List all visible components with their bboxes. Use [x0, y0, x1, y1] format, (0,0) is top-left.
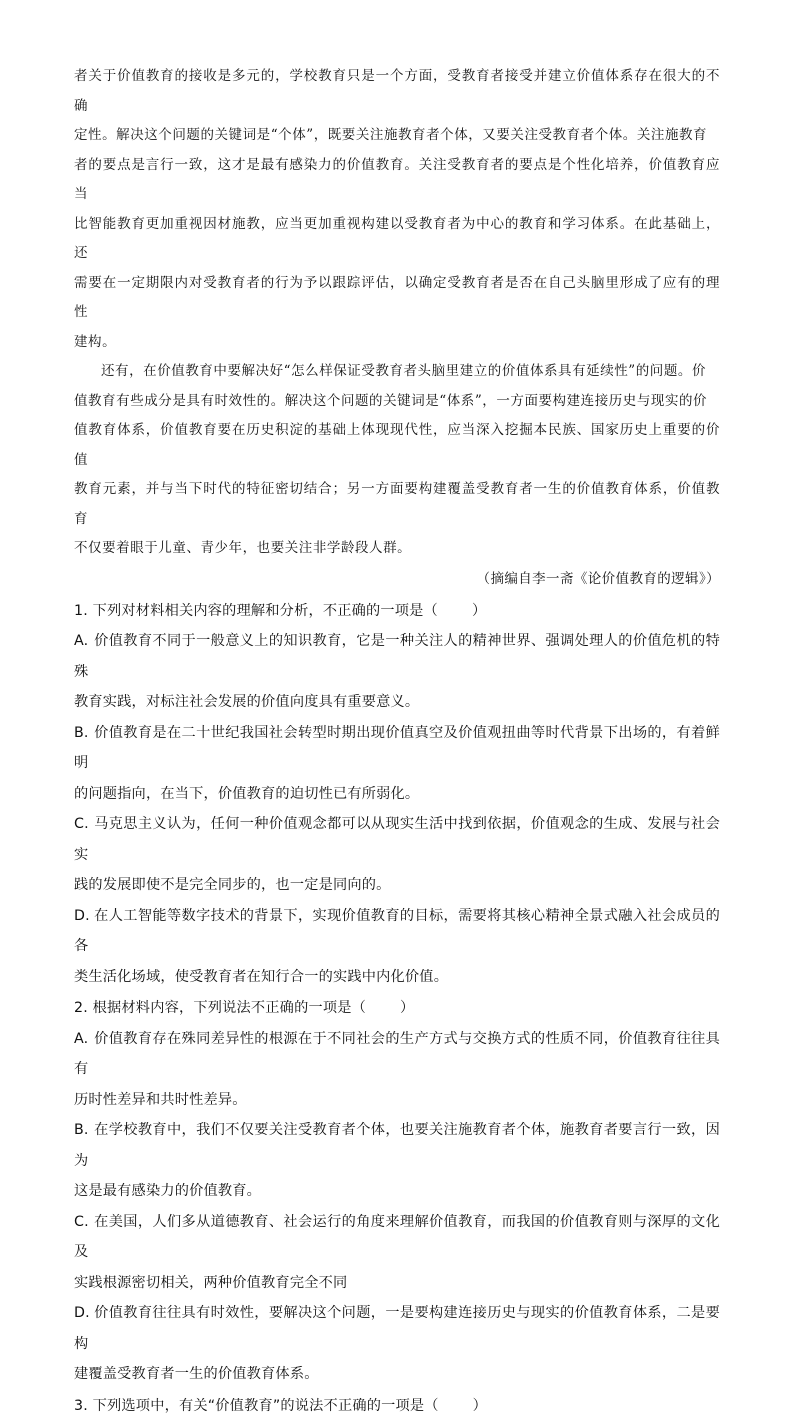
option-letter: B.: [74, 718, 94, 749]
option-text: 在学校教育中，我们不仅要关注受教育者个体，也要关注施教育者个体，施教育者要言行一致，因为: [74, 1122, 720, 1169]
option-c: [74, 1207, 720, 1299]
option-letter: B.: [74, 1115, 94, 1146]
passage-line: 值教育体系，价值教育要在历史积淀的基础上体现现代性，应当深入挖掘本民族、国家历史上重要的价值: [74, 416, 720, 475]
question-stem: [74, 1391, 720, 1421]
passage-line: 还有，在价值教育中要解决好“怎么样保证受教育者头脑里建立的价值体系具有延续性”的问题。价: [74, 357, 720, 387]
passage-source: （摘编自李一斋《论价值教育的逻辑》）: [74, 564, 720, 594]
question-stem-end: ）: [473, 1398, 487, 1414]
option-text: 价值教育是在二十世纪我国社会转型时期出现价值真空及价值观扭曲等时代背景下出场的，有着鲜明: [74, 725, 720, 772]
option-letter: C.: [74, 809, 94, 840]
passage-line: 建构。: [74, 328, 720, 358]
option-line: [74, 626, 720, 687]
question-stem-text: 2. 根据材料内容，下列说法不正确的一项是（: [74, 1000, 366, 1016]
passage-paragraph-1: [74, 62, 720, 357]
option-d: [74, 901, 720, 993]
option-d: [74, 1298, 720, 1390]
passage-line: 值教育有些成分是具有时效性的。解决这个问题的关键词是“体系”，一方面要构建连接历史与现实的价: [74, 387, 720, 417]
question-stem: [74, 993, 720, 1024]
option-letter: D.: [74, 1298, 94, 1329]
option-a: [74, 1024, 720, 1116]
option-b: [74, 1115, 720, 1207]
option-letter: A.: [74, 626, 94, 657]
option-letter: D.: [74, 901, 94, 932]
option-line: 实践根源密切相关，两种价值教育完全不同: [74, 1268, 720, 1299]
passage-line: 者关于价值教育的接收是多元的，学校教育只是一个方面，受教育者接受并建立价值体系存在很大的不确: [74, 62, 720, 121]
option-line: [74, 718, 720, 779]
passage-line: 教育元素，并与当下时代的特征密切结合；另一方面要构建覆盖受教育者一生的价值教育体系，价值教育: [74, 475, 720, 534]
passage-line: 比智能教育更加重视因材施教，应当更加重视构建以受教育者为中心的教育和学习体系。在此基础上，还: [74, 210, 720, 269]
option-line: 的问题指向，在当下，价值教育的迫切性已有所弱化。: [74, 779, 720, 810]
passage-line: 不仅要着眼于儿童、青少年，也要关注非学龄段人群。: [74, 534, 720, 564]
question-1: [74, 596, 720, 993]
passage-line: 需要在一定期限内对受教育者的行为予以跟踪评估，以确定受教育者是否在自己头脑里形成了应有的理性: [74, 269, 720, 328]
option-line: [74, 1298, 720, 1359]
reading-passage: [74, 62, 720, 594]
passage-line: 者的要点是言行一致，这才是最有感染力的价值教育。关注受教育者的要点是个性化培养，价值教育应当: [74, 151, 720, 210]
option-line: 教育实践，对标注社会发展的价值向度具有重要意义。: [74, 687, 720, 718]
option-text: 价值教育存在殊同差异性的根源在于不同社会的生产方式与交换方式的性质不同，价值教育往往具有: [74, 1031, 720, 1078]
question-stem-text: 1. 下列对材料相关内容的理解和分析，不正确的一项是（: [74, 603, 438, 619]
option-line: 类生活化场域，使受教育者在知行合一的实践中内化价值。: [74, 962, 720, 993]
option-letter: C.: [74, 1207, 94, 1238]
option-a: [74, 626, 720, 718]
option-line: 这是最有感染力的价值教育。: [74, 1176, 720, 1207]
option-line: [74, 1115, 720, 1176]
option-c: [74, 809, 720, 901]
option-text: 在美国，人们多从道德教育、社会运行的角度来理解价值教育，而我国的价值教育则与深厚的文化及: [74, 1214, 720, 1261]
option-line: [74, 901, 720, 962]
option-line: 践的发展即使不是完全同步的，也一定是同向的。: [74, 870, 720, 901]
question-2: [74, 993, 720, 1390]
option-text: 马克思主义认为，任何一种价值观念都可以从现实生活中找到依据，价值观念的生成、发展与社会实: [74, 816, 720, 863]
option-text: 价值教育不同于一般意义上的知识教育，它是一种关注人的精神世界、强调处理人的价值危机的特殊: [74, 633, 720, 680]
option-line: [74, 1207, 720, 1268]
question-stem-text: 3. 下列选项中，有关“价值教育”的说法不正确的一项是（: [74, 1398, 439, 1414]
question-stem-end: ）: [400, 1000, 414, 1016]
option-line: [74, 809, 720, 870]
option-letter: A.: [74, 1024, 94, 1055]
option-line: [74, 1024, 720, 1085]
question-stem: [74, 596, 720, 627]
passage-paragraph-2: [74, 357, 720, 564]
option-line: 历时性差异和共时性差异。: [74, 1085, 720, 1116]
option-text: 在人工智能等数字技术的背景下，实现价值教育的目标，需要将其核心精神全景式融入社会成员的各: [74, 908, 720, 955]
passage-line: 定性。解决这个问题的关键词是“个体”，既要关注施教育者个体，又要关注受教育者个体。关注施教育: [74, 121, 720, 151]
question-3: [74, 1391, 720, 1421]
option-text: 价值教育往往具有时效性，要解决这个问题，一是要构建连接历史与现实的价值教育体系，二是要构: [74, 1305, 720, 1352]
question-stem-end: ）: [472, 603, 486, 619]
option-line: 建覆盖受教育者一生的价值教育体系。: [74, 1359, 720, 1390]
option-b: [74, 718, 720, 810]
